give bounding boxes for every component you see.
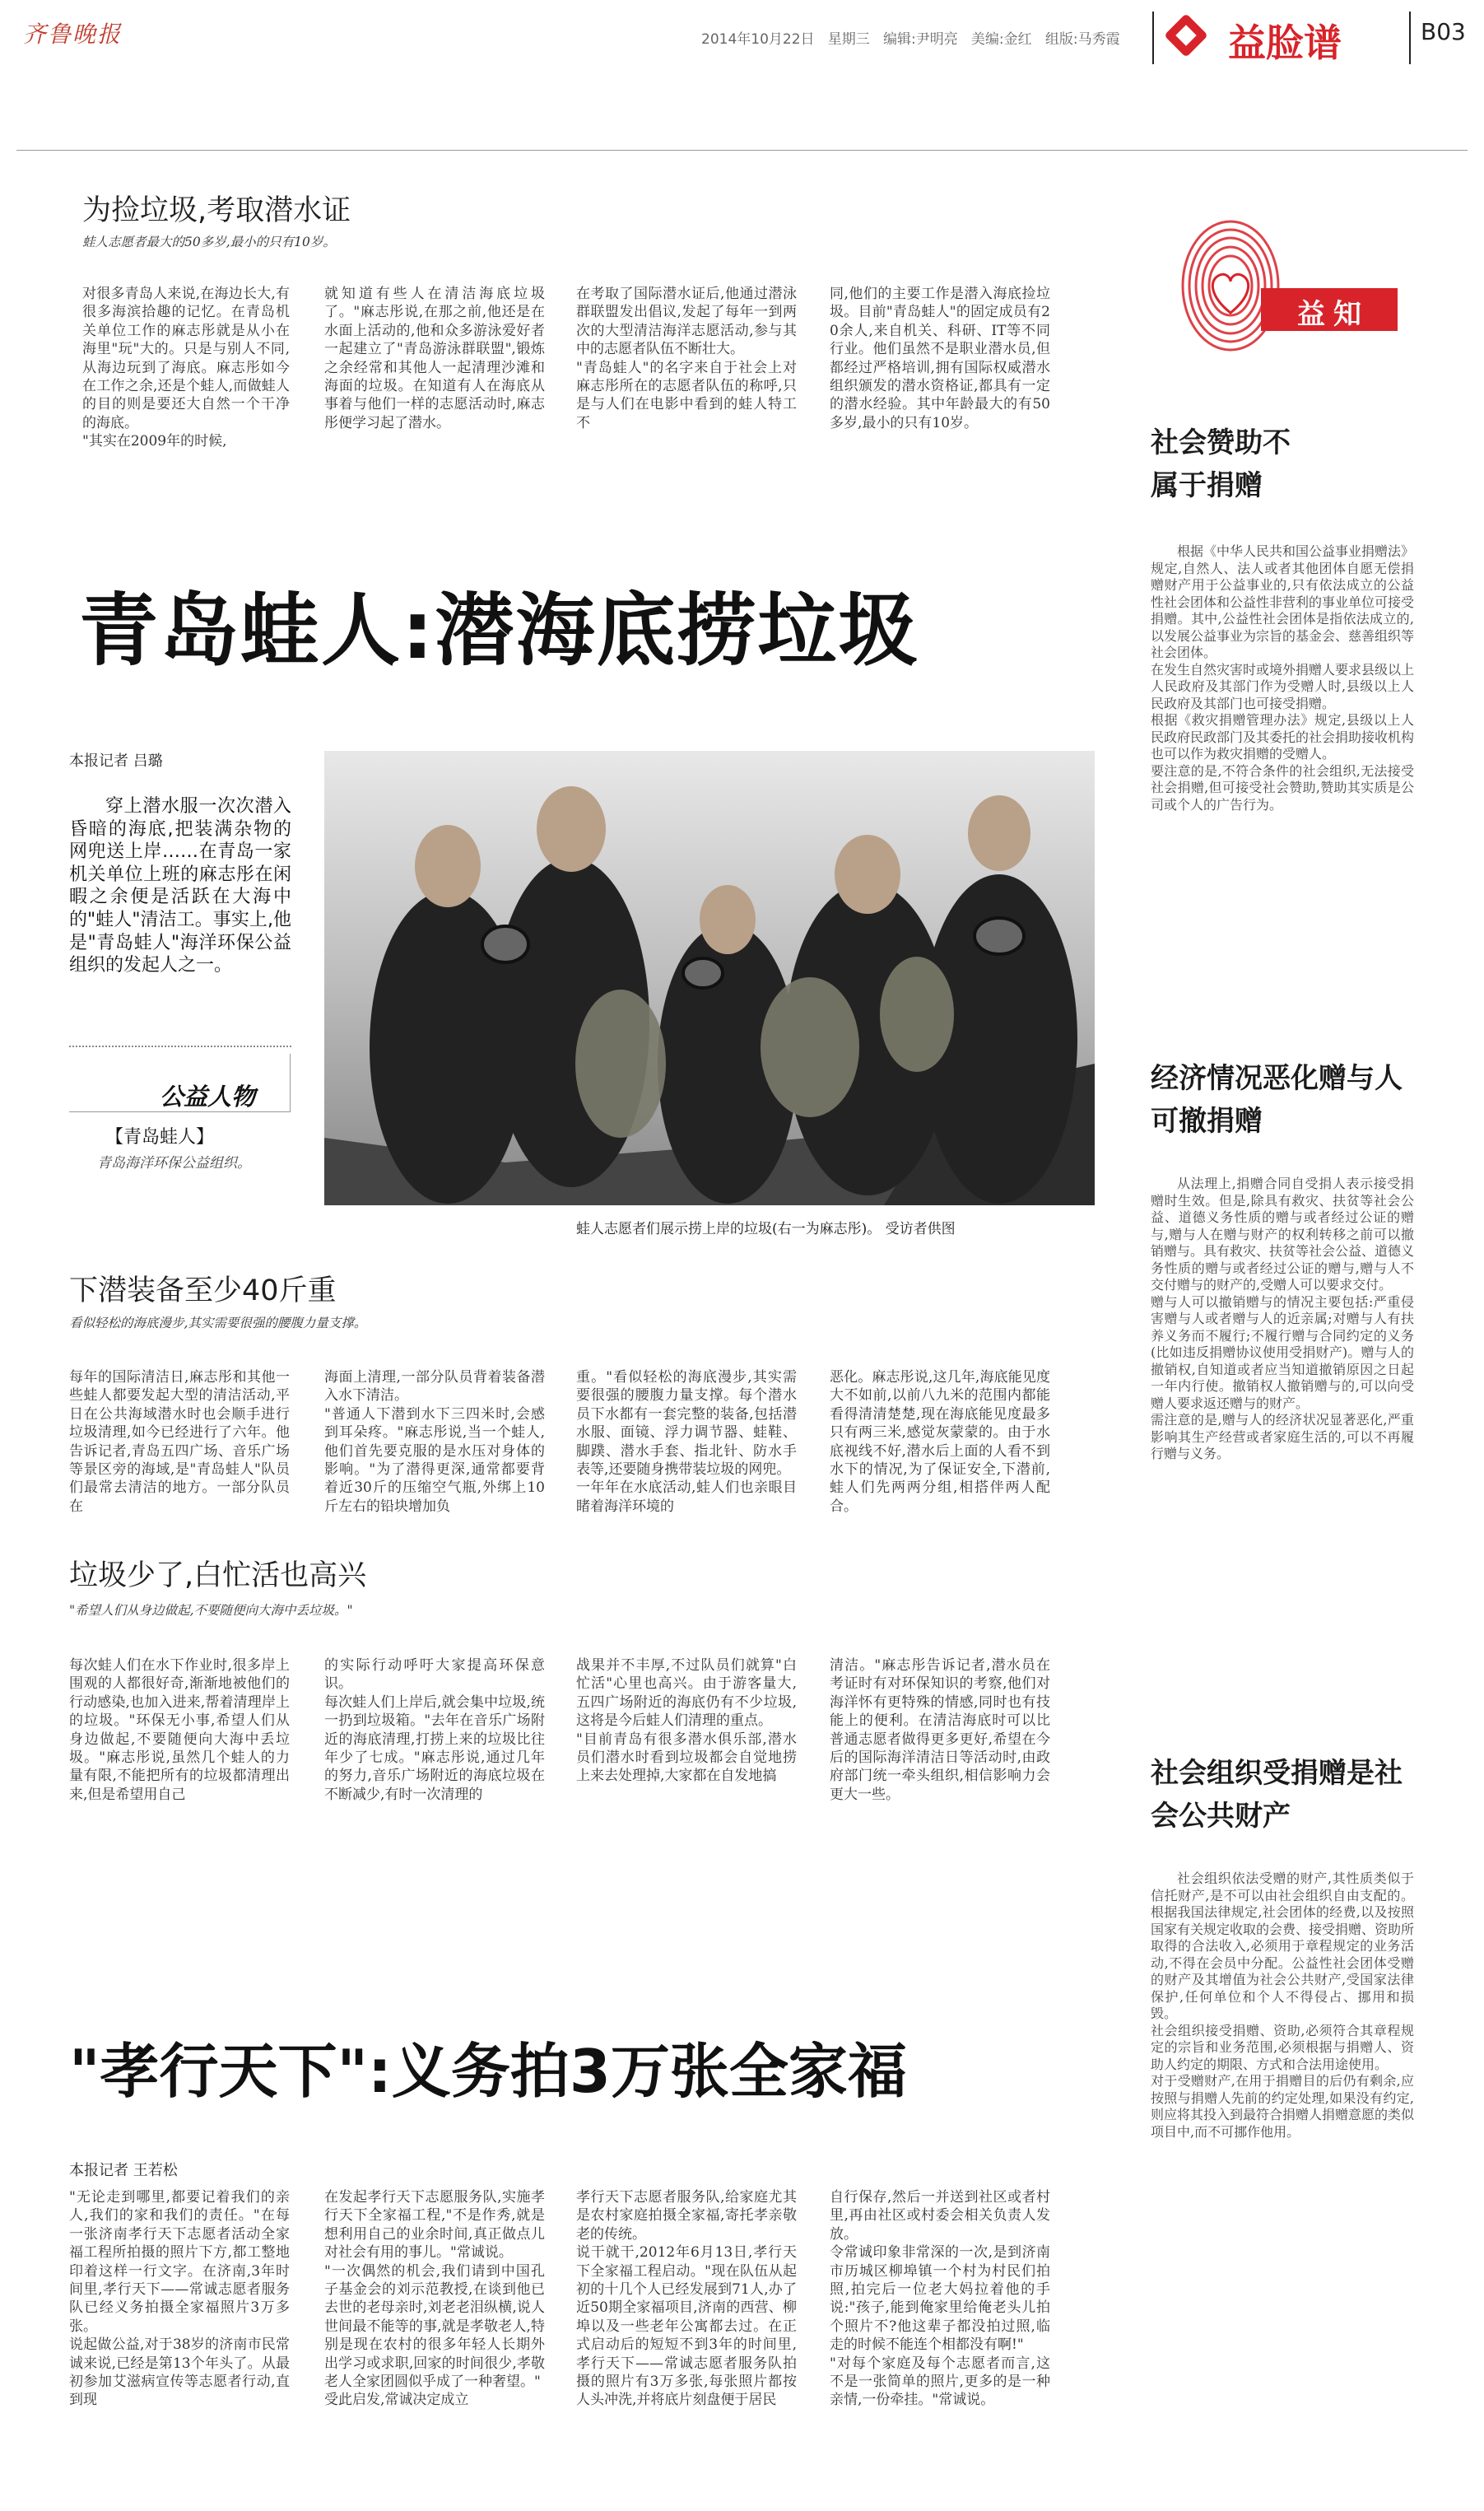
story3-col-1: 每次蛙人们在水下作业时,很多岸上围观的人都很好奇,渐渐地被他们的行动感染,也加入进来,帮着清理岸上的垃圾。"环保无小事,希望人们从身边做起,不要随便向大海中丢垃圾。"麻志彤说,虽然几个蛙人的力量有限,不能把所有的垃圾都清理出来,但是希望用自己 xyxy=(69,1657,290,1803)
sidebar-item-1-title: 社会赞助不属于捐赠 xyxy=(1151,426,1291,502)
issue-info xyxy=(701,27,1120,48)
section-separator xyxy=(1152,12,1154,64)
sidebar-item-2-title: 经济情况恶化赠与人可撤捐赠 xyxy=(1151,1062,1403,1138)
story3-title: 垃圾少了,白忙活也高兴 xyxy=(69,1559,367,1592)
sidebar-item-3-body: 社会组织依法受赠的财产,其性质类似于信托财产,是不可以由社会组织自由支配的。根据我国法律规定,社会团体的经费,以及按照国家有关规定收取的会费、接受捐赠、资助所取得的合法收入,必须用于章程规定的业务活动,不得在会员中分配。公益性社会团体受赠的财产及其增值为社会公共财产,受国家法律保护,任何单位和个人不得侵占、挪用和损毁。 社会组织接受捐赠、资助,必须符合其章程规定的宗旨和业务范围,必须根据与捐赠人、资助人约定的期限、方式和合法用途使用。 对于受赠财产,在用于捐赠目的后仍有剩余,应按照与捐赠人先前的约定处理,如果没有约定,则应将其投入到最符合捐赠人捐赠意愿的类似项目中,而不可挪作他用。 xyxy=(1151,1870,1414,2140)
org-desc: 青岛海洋环保公益组织。 xyxy=(97,1155,251,1172)
masthead-logo: 齐鲁晚报 xyxy=(23,21,123,48)
photo-illustration xyxy=(324,751,1095,1205)
issue-date: 2014年10月22日 xyxy=(701,31,815,48)
photo-caption: 蛙人志愿者们展示捞上岸的垃圾(右一为麻志彤)。 受访者供图 xyxy=(576,1221,956,1237)
profile-tag: 公益人物 xyxy=(160,1083,256,1111)
issue-weekday: 星期三 xyxy=(827,31,870,48)
art-credit: 美编:金红 xyxy=(970,31,1032,48)
main-headline: 青岛蛙人:潜海底捞垃圾 xyxy=(79,585,919,677)
story4-col-3: 孝行天下志愿者服务队,给家庭尤其是农村家庭拍摄全家福,寄托孝亲敬老的传统。 说干就干,2012年6月13日,孝行天下全家福工程启动。"现在队伍从起初的十几个人已经发展到71人,办了近50期全家福项目,济南的西营、柳埠以及一些老年公寓都去过。在正式启动后的短短不到3年的时间里,孝行天下——常诚志愿者服务队拍摄的照片有3万多张,每张照片都按人头冲洗,并将底片刻盘便于居民 xyxy=(576,2189,797,2409)
editor-credit: 编辑:尹明亮 xyxy=(882,31,958,48)
story3-col-3: 战果并不丰厚,不过队员们就算"白忙活"心里也高兴。由于游客量大,五四广场附近的海底仍有不少垃圾,这将是今后蛙人们清理的重点。 "目前青岛有很多潜水俱乐部,潜水员们潜水时看到垃圾都会自觉地捞上来去处理掉,大家都在自发地搞 xyxy=(576,1657,797,1785)
tag-divider xyxy=(69,1046,291,1047)
story4-headline: "孝行天下":义务拍3万张全家福 xyxy=(69,2037,907,2106)
story2-col-4: 恶化。麻志彤说,这几年,海底能见度大不如前,以前八九米的范围内都能看得清清楚楚,现在海底能见度最多只有两三米,感觉灰蒙蒙的。由于水底视线不好,潜水后上面的人看不到水下的情况,为了保证安全,下潜前,蛙人们先两两分组,相搭伴两人配合。 xyxy=(830,1369,1050,1515)
headline-byline: 本报记者 吕璐 xyxy=(69,752,163,770)
sidebar-item-1-body: 根据《中华人民共和国公益事业捐赠法》规定,自然人、法人或者其他团体自愿无偿捐赠财产用于公益事业的,只有依法成立的公益性社会团体和公益性非营利的事业单位可接受捐赠。其中,公益性社会团体是指依法成立的,以发展公益事业为宗旨的基金会、慈善组织等社会团体。 在发生自然灾害时或境外捐赠人要求县级以上人民政府及其部门作为受赠人时,县级以上人民政府及其部门也可接受捐赠。 根据《救灾捐赠管理办法》规定,县级以上人民政府民政部门及其委托的社会捐助接收机构也可以作为救灾捐赠的受赠人。 要注意的是,不符合条件的社会组织,无法接受社会捐赠,但可接受社会赞助,赞助其实质是公司或个人的广告行为。 xyxy=(1151,543,1414,813)
story3-col-4: 清洁。"麻志彤告诉记者,潜水员在考证时有对环保知识的考察,他们对海洋怀有更特殊的情感,同时也有技能上的便利。在清洁海底时可以比普通志愿者做得更多更好,希望在今后的国际海洋清洁日等活动时,由政府部门统一牵头组织,相信影响力会更大一些。 xyxy=(830,1657,1050,1803)
fingerprint-icon xyxy=(1177,216,1284,356)
story1-col-3: 在考取了国际潜水证后,他通过潜泳群联盟发出倡议,发起了每年一到两次的大型清洁海洋志愿活动,参与其中的志愿者队伍不断壮大。 "青岛蛙人"的名字来自于社会上对麻志彤所在的志愿者队伍的称呼,只是与人们在电影中看到的蛙人特工不 xyxy=(576,286,797,431)
story2-col-1: 每年的国际清洁日,麻志彤和其他一些蛙人都要发起大型的清洁活动,平日在公共海域潜水时也会顺手进行垃圾清理,如今已经进行了六年。他告诉记者,青岛五四广场、音乐广场等景区旁的海域,是"青岛蛙人"队员们最常去清洁的地方。一部分队员在 xyxy=(69,1369,290,1515)
story1-col-1: 对很多青岛人来说,在海边长大,有很多海滨拾趣的记忆。在青岛机关单位工作的麻志彤就是从小在海里"玩"大的。只是与别人不同,从海边玩到了海底。麻志彤如今在工作之余,还是个蛙人,而做蛙人的目的则是要还大自然一个干净的海底。 "其实在2009年的时候, xyxy=(82,286,290,450)
story2-title: 下潜装备至少40斤重 xyxy=(69,1274,337,1307)
story1-col-2: 就知道有些人在清洁海底垃圾了。"麻志彤说,在那之前,他还是在水面上活动的,他和众多游泳爱好者一起建立了"青岛游泳群联盟",锻炼之余经常和其他人一起清理沙滩和海面的垃圾。在知道有人在海底从事着与他们一样的志愿活动时,麻志彤便学习起了潜水。 xyxy=(324,286,545,431)
story2-subtitle: 看似轻松的海底漫步,其实需要很强的腰腹力量支撑。 xyxy=(69,1316,367,1330)
story2-col-2: 海面上清理,一部分队员背着装备潜入水下清洁。 "普通人下潜到水下三四米时,会感到耳朵疼。"麻志彤说,当一个蛙人,他们首先要克服的是水压对身体的影响。"为了潜得更深,通常都要背着近30斤的压缩空气瓶,外绑上10斤左右的铅块增加负 xyxy=(324,1369,545,1515)
story4-col-4: 自行保存,然后一并送到社区或者村里,再由社区或村委会相关负责人发放。 令常诚印象非常深的一次,是到济南市历城区柳埠镇一个村为村民们拍照,拍完后一位老大妈拉着他的手说:"孩子,能到俺家里给俺老头儿拍个照片不?他这辈子都没拍过照,临走的时候不能连个相都没有啊!" "对每个家庭及每个志愿者而言,这不是一张简单的照片,更多的是一种亲情,一份牵挂。"常诚说。 xyxy=(830,2189,1050,2409)
story4-col-2: 在发起孝行天下志愿服务队,实施孝行天下全家福工程,"不是作秀,就是想利用自己的业余时间,真正做点儿对社会有用的事儿。"常诚说。 "一次偶然的机会,我们请到中国孔子基金会的刘示范教授,在谈到他已去世的老母亲时,刘老老泪纵横,说人世间最不能等的事,就是孝敬老人,特别是现在农村的很多年轻人长期外出学习或求职,回家的时间很少,孝敬老人全家团圆似乎成了一种奢望。" 受此启发,常诚决定成立 xyxy=(324,2189,545,2409)
header-rule xyxy=(16,150,1468,151)
page-number: B03 xyxy=(1421,18,1466,45)
layout-credit: 组版:马秀霞 xyxy=(1044,31,1120,48)
headline-lede: 穿上潜水服一次次潜入昏暗的海底,把装满杂物的网兜送上岸……在青岛一家机关单位上班的麻志彤在闲暇之余便是活跃在大海中的"蛙人"清洁工。事实上,他是"青岛蛙人"海洋环保公益组织的发起人之一。 xyxy=(69,796,291,976)
story1-subtitle: 蛙人志愿者最大的50多岁,最小的只有10岁。 xyxy=(82,235,336,249)
section-title: 益脸谱 xyxy=(1228,21,1342,65)
org-name: 【青岛蛙人】 xyxy=(105,1127,215,1148)
sidebar-item-2-body: 从法理上,捐赠合同自受捐人表示接受捐赠时生效。但是,除具有救灾、扶贫等社会公益、道德义务性质的赠与或者经过公证的赠与,赠与人在赠与财产的权利转移之前可以撤销赠与。具有救灾、扶贫等社会公益、道德义务性质的赠与或者经过公证的赠与,赠与人不交付赠与的财产的,受赠人可以要求交付。 赠与人可以撤销赠与的情况主要包括:严重侵害赠与人或者赠与人的近亲属;对赠与人有扶养义务而不履行;不履行赠与合同约定的义务(比如违反捐赠协议使用受捐财产)。赠与人的撤销权,自知道或者应当知道撤销原因之日起一年内行使。撤销权人撤销赠与的,可以向受赠人要求返还赠与的财产。 需注意的是,赠与人的经济状况显著恶化,严重影响其生产经营或者家庭生活的,可以不再履行赠与义务。 xyxy=(1151,1176,1414,1461)
fingerprint-svg xyxy=(1177,216,1284,356)
photo-volunteers xyxy=(324,751,1095,1205)
story1-col-4: 同,他们的主要工作是潜入海底捡垃圾。目前"青岛蛙人"的固定成员有20余人,来自机关、科研、IT等不同行业。他们虽然不是职业潜水员,但都经过严格培训,拥有国际权威潜水组织颁发的潜水资格证,都具有一定的潜水经验。其中年龄最大的有50多岁,最小的只有10岁。 xyxy=(830,286,1050,431)
story2-col-3: 重。"看似轻松的海底漫步,其实需要很强的腰腹力量支撑。每个潜水员下水都有一套完整的装备,包括潜水服、面镜、浮力调节器、蛙鞋、脚蹼、潜水手套、指北针、防水手表等,还要随身携带装垃圾的网兜。 一年年在水底活动,蛙人们也亲眼目睹着海洋环境的 xyxy=(576,1369,797,1515)
story3-col-2: 的实际行动呼吁大家提高环保意识。 每次蛙人们上岸后,就会集中垃圾,统一扔到垃圾箱。"去年在音乐广场附近的海底清理,打捞上来的垃圾比往年少了七成。"麻志彤说,通过几年的努力,音乐广场附近的海底垃圾在不断减少,有时一次清理的 xyxy=(324,1657,545,1803)
story1-title: 为捡垃圾,考取潜水证 xyxy=(82,194,351,227)
story4-col-1: "无论走到哪里,都要记着我们的亲人,我们的家和我们的责任。"在每一张济南孝行天下志愿者活动全家福工程所拍摄的照片下方,都工整地印着这样一行文字。在济南,3年时间里,孝行天下——常诚志愿者服务队已经义务拍摄全家福照片3万多张。 说起做公益,对于38岁的济南市民常诚来说,已经是第13个年头了。从最初参加艾滋病宣传等志愿者行动,直到现 xyxy=(69,2189,290,2409)
story4-byline: 本报记者 王若松 xyxy=(69,2162,178,2179)
sidebar-label: 益知 xyxy=(1297,298,1370,331)
page-separator xyxy=(1409,12,1411,64)
sidebar-item-3-title: 社会组织受捐赠是社会公共财产 xyxy=(1151,1757,1403,1833)
story3-subtitle: "希望人们从身边做起,不要随便向大海中丢垃圾。" xyxy=(69,1603,353,1618)
